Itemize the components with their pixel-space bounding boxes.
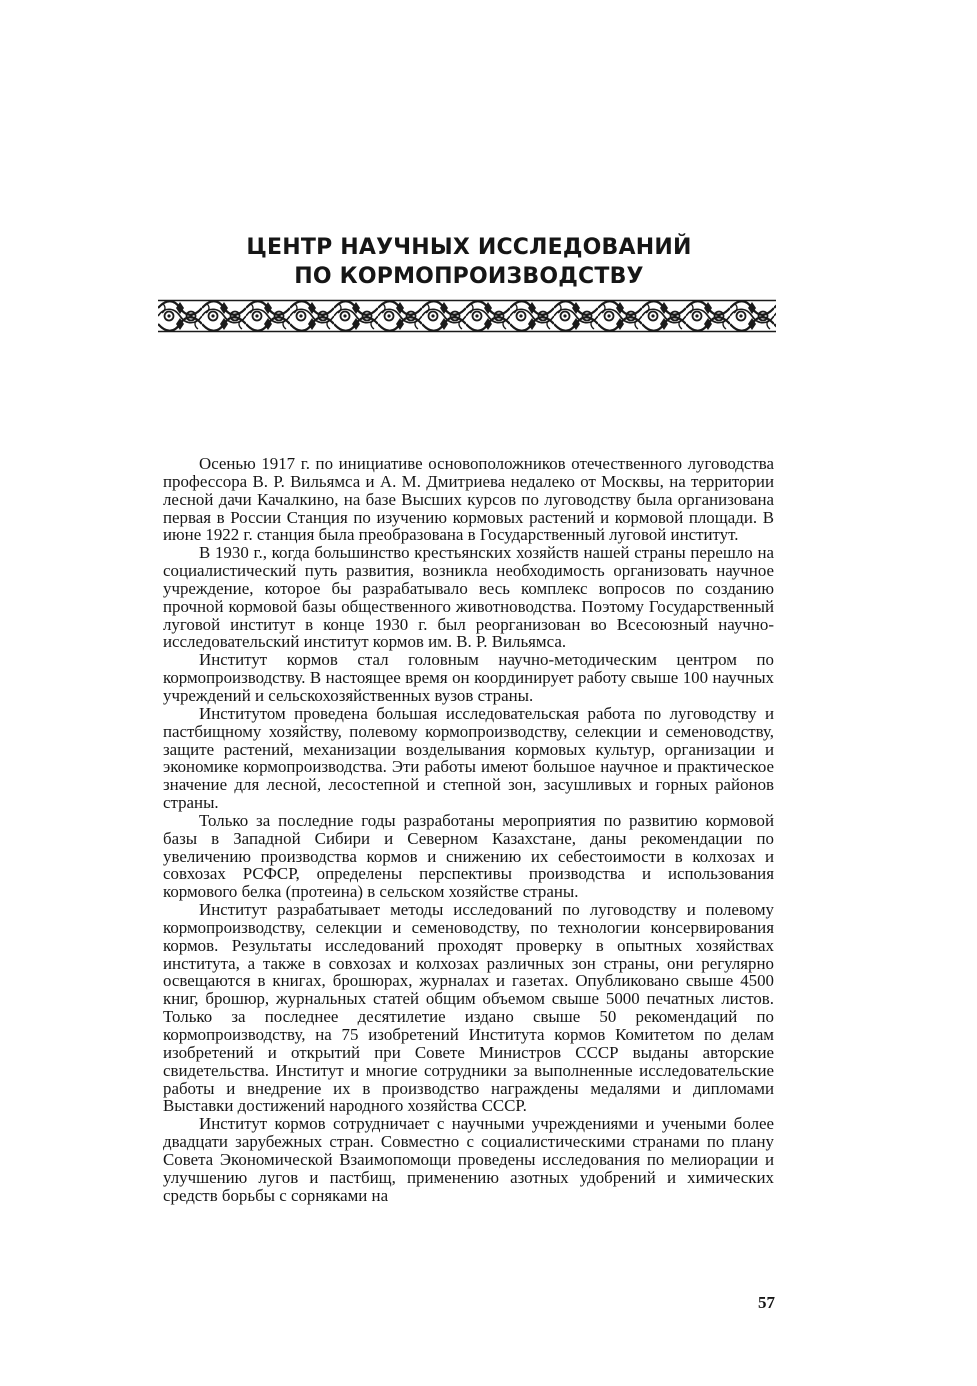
paragraph: В 1930 г., когда большинство крестьянских хозяйств нашей страны перешло на социалистический путь развития, возникла необходимость организовать научное учреждение, которое бы разрабатывало весь комплекс вопросов по созданию прочной кормовой базы общественного животноводства. Поэтому Государственный луговой институт в конце 1930 г. был реорганизован во Всесоюзный научно-исследовательский институт кормов им. В. Р. Вильямса. — [163, 543, 774, 652]
page-number: 57 — [758, 1293, 775, 1312]
decorative-ornament-border — [158, 299, 776, 333]
paragraph: Институтом проведена большая исследовательская работа по луговодству и пастбищному хозяйству, полевому кормопроизводству, селекции и семеноводству, защите растений, механизации возделывания кормовых культур, организации и экономике кормопроизводства. Эти работы имеют большое научное и практическое значение для лесной, лесостепной и степной зон, засушливых и горных районов страны. — [163, 703, 774, 813]
title-line-1: ЦЕНТР НАУЧНЫХ ИССЛЕДОВАНИЙ — [246, 235, 692, 260]
title-line-2: ПО КОРМОПРОИЗВОДСТВУ — [294, 264, 644, 289]
paragraph: Институт кормов сотрудничает с научными учреждениями и учеными более двадцати зарубежных стран. Совместно с социалистическими странами по плану Совета Экономической Взаимопомощи проведены исследования по мелиорации и улучшению лугов и пастбищ, применению азотных удобрений и химических средств борьбы с сорняками на — [163, 1114, 774, 1205]
paragraph: Институт кормов стал головным научно-методическим центром по кормопроизводству. В настоящее время он координирует работу свыше 100 научных учреждений и сельскохозяйственных вузов страны. — [163, 650, 774, 705]
paragraph: Институт разрабатывает методы исследований по луговодству и полевому кормопроизводству, селекции и семеноводству, по технологии консервирования кормов. Результаты исследований проходят проверку в опытных хозяйствах института, а также в совхозах и колхозах различных зон страны, они регулярно освещаются в книгах, брошюрах, журналах и газетах. Опубликовано свыше 4500 книг, брошюр, журнальных статей общим объемом свыше 5000 печатных листов. Только за последнее десятилетие издано свыше 50 рекомендаций по кормопроизводству, на 75 изобретений Института кормов Комитетом по делам изобретений и открытий при Совете Министров СССР выданы авторские свидетельства. Институт и многие сотрудники за выполненные исследовательские работы и внедрение их в производство награждены медалями и дипломами Выставки достижений народного хозяйства СССР. — [163, 900, 774, 1116]
article-body — [163, 455, 774, 1204]
page-title — [163, 233, 775, 291]
paragraph: Осенью 1917 г. по инициативе основоположников отечественного луговодства профессора В. Р. Вильямса и А. М. Дмитриева недалеко от Москвы, на территории лесной дачи Качалкино, на базе Высших курсов по луговодству была организована первая в России Станция по изучению кормовых растений и кормовой площади. В июне 1922 г. станция была преобразована в Государственный луговой институт. — [163, 454, 774, 545]
paragraph: Только за последние годы разработаны мероприятия по развитию кормовой базы в Западной Сибири и Северном Казахстане, даны рекомендации по увеличению производства кормов и снижению их себестоимости в колхозах и совхозах РСФСР, определены перспективы производства и использования кормового белка (протеина) в сельском хозяйстве страны. — [163, 810, 774, 902]
